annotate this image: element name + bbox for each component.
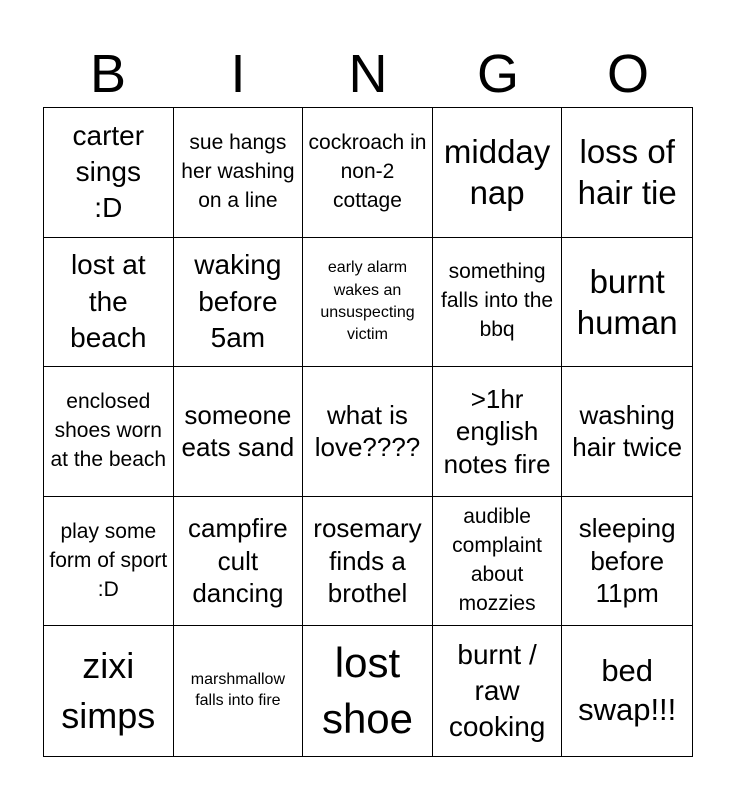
bingo-cell-text: cockroach in non-2 cottage [308, 130, 427, 212]
bingo-cell[interactable] [303, 108, 433, 238]
bingo-cell[interactable] [562, 497, 692, 627]
bingo-cell[interactable] [44, 497, 174, 627]
bingo-cell[interactable] [174, 108, 304, 238]
bingo-cell-text: sleeping before 11pm [578, 513, 676, 609]
bingo-cell[interactable] [44, 367, 174, 497]
header-letter-g: G [476, 44, 519, 104]
bingo-cell[interactable] [562, 238, 692, 368]
bingo-cell-text: lost at the beach [70, 249, 147, 354]
bingo-cell[interactable] [433, 497, 563, 627]
bingo-board [43, 107, 693, 757]
header-letter-n: N [348, 44, 388, 104]
bingo-cell[interactable] [303, 497, 433, 627]
bingo-cell[interactable] [562, 108, 692, 238]
bingo-cell[interactable] [303, 238, 433, 368]
bingo-cell[interactable] [174, 238, 304, 368]
bingo-cell-text: campfire cult dancing [188, 513, 288, 609]
header-letter-i: I [230, 44, 246, 104]
bingo-cell-text: lost shoe [321, 638, 414, 743]
bingo-cell-text: early alarm wakes an unsuspecting victim [320, 259, 415, 344]
bingo-cell-text: someone eats sand [181, 399, 295, 463]
bingo-cell-text: >1hr english notes fire [443, 383, 551, 479]
bingo-cell-text: marshmallow falls into fire [190, 671, 286, 710]
bingo-cell-text: what is love???? [314, 399, 421, 463]
bingo-cell[interactable] [44, 238, 174, 368]
bingo-cell-text: waking before 5am [194, 249, 282, 354]
bingo-cell[interactable] [562, 626, 692, 756]
bingo-cell-text: midday nap [443, 133, 551, 212]
bingo-cell-text: washing hair twice [572, 399, 683, 463]
bingo-cell[interactable] [433, 238, 563, 368]
bingo-cell[interactable] [174, 626, 304, 756]
bingo-cell[interactable] [44, 108, 174, 238]
bingo-cell[interactable] [44, 626, 174, 756]
bingo-cell[interactable] [562, 367, 692, 497]
bingo-cell-text: burnt human [576, 262, 678, 341]
bingo-header [43, 40, 693, 108]
bingo-cell-text: something falls into the bbq [441, 260, 554, 342]
bingo-cell-text: bed swap!!! [578, 653, 677, 728]
bingo-cell[interactable] [433, 108, 563, 238]
bingo-cell-text: audible complaint about mozzies [452, 505, 543, 616]
bingo-cell[interactable] [303, 367, 433, 497]
bingo-cell[interactable] [433, 626, 563, 756]
bingo-cell-text: carter sings :D [72, 119, 145, 224]
bingo-cell[interactable] [174, 367, 304, 497]
bingo-cell-text: play some form of sport :D [49, 519, 168, 601]
bingo-cell-text: sue hangs her washing on a line [181, 130, 295, 212]
bingo-cell-text: burnt / raw cooking [448, 638, 546, 743]
bingo-cell-text: rosemary finds a brothel [313, 513, 422, 609]
bingo-cell[interactable] [174, 497, 304, 627]
bingo-cell-text: zixi simps [61, 644, 156, 737]
header-letter-b: B [89, 44, 127, 104]
header-letter-o: O [606, 44, 649, 104]
bingo-cell-text: enclosed shoes worn at the beach [50, 390, 167, 471]
bingo-cell[interactable] [433, 367, 563, 497]
bingo-cell[interactable] [303, 626, 433, 756]
bingo-cell-text: loss of hair tie [577, 133, 677, 212]
